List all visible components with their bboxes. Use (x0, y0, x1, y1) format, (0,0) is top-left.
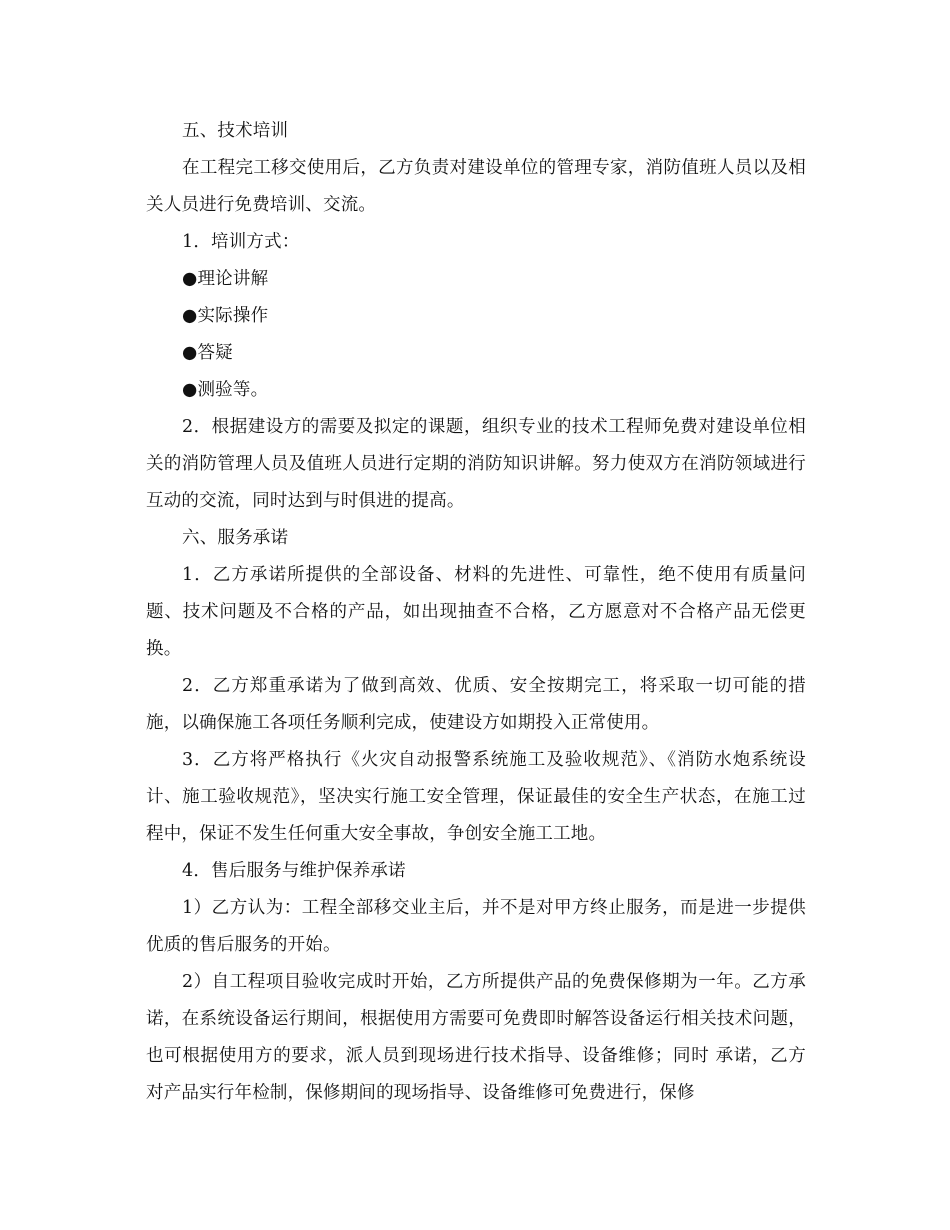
list-item: ●理论讲解 (182, 269, 269, 289)
paragraph: 3．乙方将严格执行《火灾自动报警系统施工及验收规范》、《消防水炮系统设计、施工验收规范》，坚决实行施工安全管理，保证最佳的安全生产状态，在施工过程中，保证不发生任何重大安全事故，争创安全施工工地。 (146, 750, 806, 844)
document-body (146, 113, 806, 1112)
paragraph: 在工程完工移交使用后，乙方负责对建设单位的管理专家，消防值班人员以及相关人员进行免费培训、交流。 (146, 158, 806, 215)
list-item: ●实际操作 (182, 306, 269, 326)
paragraph: 2．乙方郑重承诺为了做到高效、优质、安全按期完工，将采取一切可能的措施，以确保施工各项任务顺利完成，使建设方如期投入正常使用。 (146, 676, 806, 733)
paragraph: 1）乙方认为：工程全部移交业主后，并不是对甲方终止服务，而是进一步提供优质的售后服务的开始。 (146, 898, 806, 955)
paragraph: 2）自工程项目验收完成时开始，乙方所提供产品的免费保修期为一年。乙方承诺，在系统设备运行期间，根据使用方需要可免费即时解答设备运行相关技术问题，也可根据使用方的要求，派人员到现场进行技术指导、设备维修；同时 承诺，乙方对产品实行年检制，保修期间的现场指导、设备维修可免费进行，保修 (146, 972, 806, 1103)
list-item: ●答疑 (182, 343, 233, 363)
list-heading-training-methods: 1．培训方式： (182, 232, 300, 252)
paragraph: 4．售后服务与维护保养承诺 (182, 861, 406, 881)
paragraph: 1．乙方承诺所提供的全部设备、材料的先进性、可靠性，绝不使用有质量问题、技术问题及不合格的产品，如出现抽查不合格，乙方愿意对不合格产品无偿更换。 (146, 565, 806, 659)
section-heading-training: 五、技术培训 (182, 121, 289, 141)
paragraph: 2．根据建设方的需要及拟定的课题，组织专业的技术工程师免费对建设单位相关的消防管理人员及值班人员进行定期的消防知识讲解。努力使双方在消防领域进行互动的交流，同时达到与时俱进的提高。 (146, 417, 806, 511)
list-item: ●测验等。 (182, 380, 269, 400)
section-heading-service-commitment: 六、服务承诺 (182, 528, 289, 548)
